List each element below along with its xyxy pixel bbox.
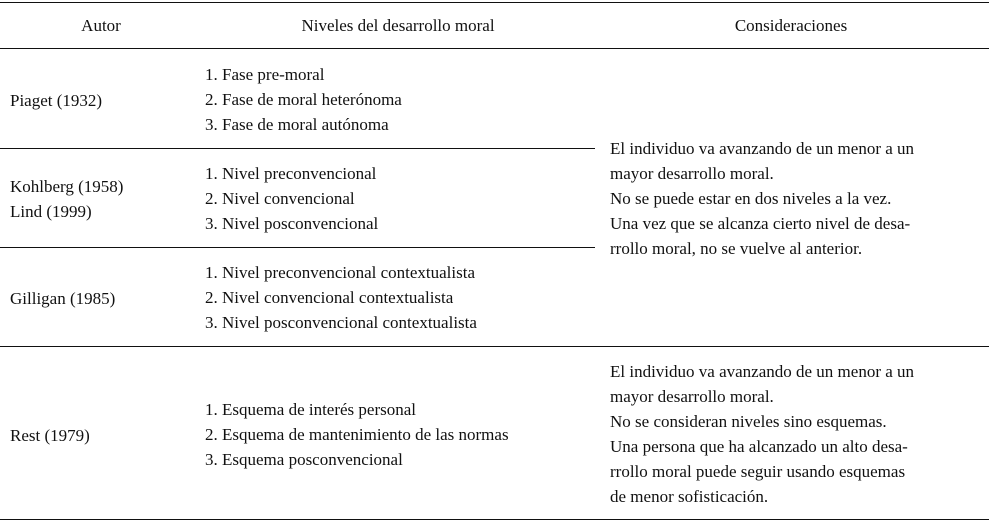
level-item: 2. Nivel convencional contextualista [205,288,454,307]
consideration-line: No se puede estar en dos niveles a la vez. [610,189,892,208]
consideration-line: El individuo va avanzando de un menor a un [610,139,915,158]
consideration-line: rrollo moral puede seguir usando esquemas [610,462,906,481]
level-item: 1. Nivel preconvencional [205,164,377,183]
level-item: 3. Fase de moral autónoma [205,115,389,134]
author-cell: Gilligan (1985) [10,289,116,308]
consideration-line: Una persona que ha alcanzado un alto desa- [610,437,908,456]
consideration-line: rrollo moral, no se vuelve al anterior. [610,239,863,258]
level-item: 1. Fase pre-moral [205,65,325,84]
consideration-line: No se consideran niveles sino esquemas. [610,412,887,431]
table-rule-header [0,48,989,49]
levels-list [205,260,477,335]
author-cell: Rest (1979) [10,426,90,445]
level-item: 2. Esquema de mantenimiento de las normas [205,425,509,444]
author-name: Kohlberg (1958) [10,177,124,196]
level-item: 3. Nivel posconvencional contextualista [205,313,477,332]
header-consideraciones: Consideraciones [734,16,848,35]
level-item: 3. Esquema posconvencional [205,450,403,469]
table-rule-top [0,2,989,3]
levels-list [205,161,378,236]
header-niveles: Niveles del desarrollo moral [301,16,495,35]
row-divider [0,346,989,347]
consideration-line: Una vez que se alcanza cierto nivel de desa- [610,214,911,233]
consideration-line: mayor desarrollo moral. [610,387,774,406]
row-divider [0,148,595,149]
considerations-cell [610,136,914,261]
consideration-line: de menor sofisticación. [610,487,769,506]
author-cell [10,174,123,224]
levels-list [205,397,509,472]
level-item: 1. Nivel preconvencional contextualista [205,263,476,282]
author-cell: Piaget (1932) [10,91,103,110]
header-autor: Autor [81,16,121,35]
considerations-cell [610,359,914,509]
level-item: 3. Nivel posconvencional [205,214,379,233]
row-divider [0,247,595,248]
level-item: 1. Esquema de interés personal [205,400,417,419]
table-rule-bottom [0,519,989,520]
level-item: 2. Nivel convencional [205,189,355,208]
level-item: 2. Fase de moral heterónoma [205,90,402,109]
consideration-line: mayor desarrollo moral. [610,164,774,183]
consideration-line: El individuo va avanzando de un menor a un [610,362,915,381]
levels-list [205,62,402,137]
author-name: Lind (1999) [10,202,92,221]
